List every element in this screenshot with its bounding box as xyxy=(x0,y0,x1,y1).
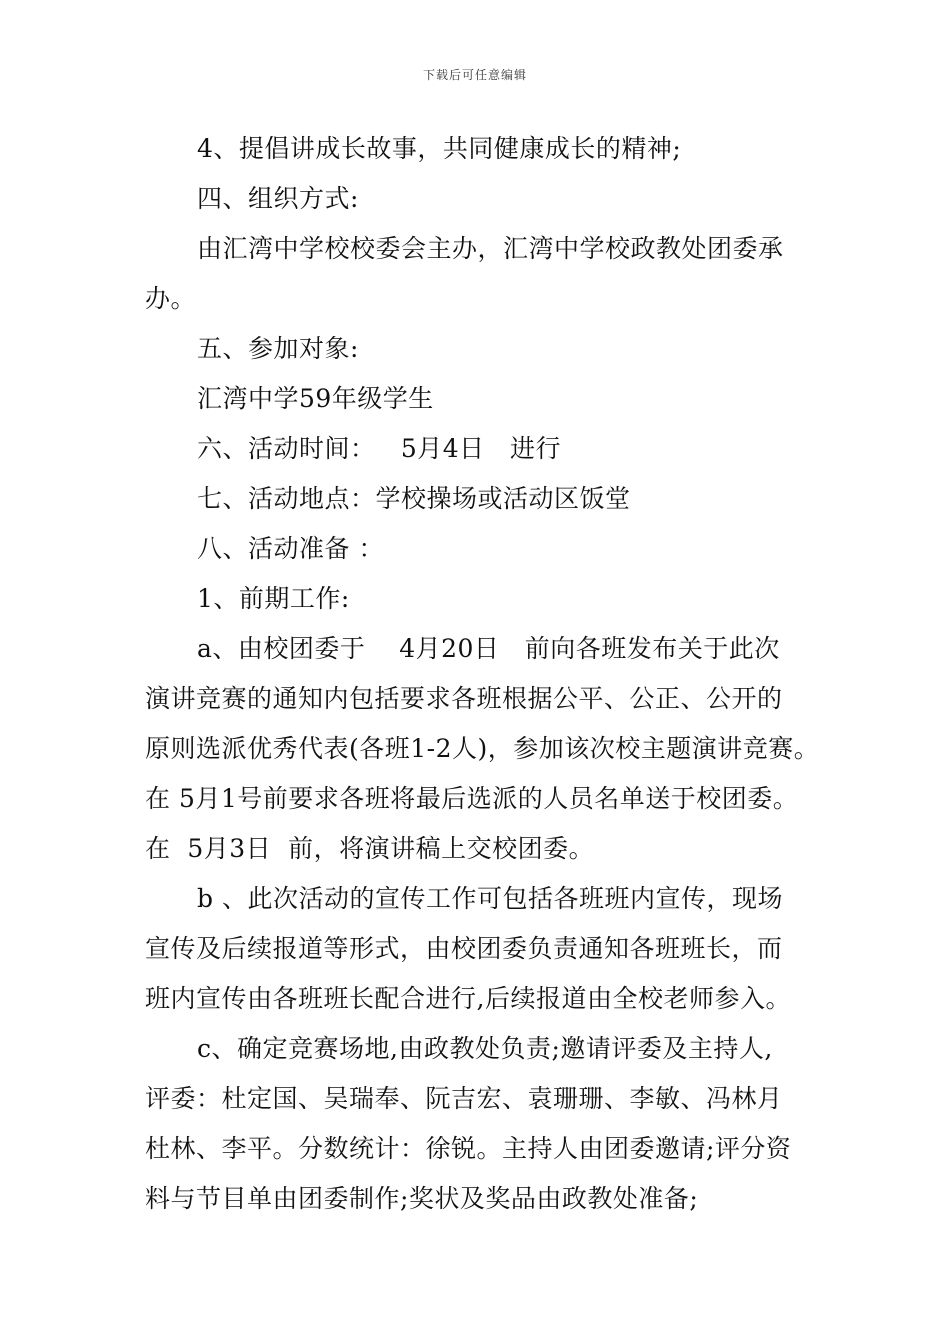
paragraph-line: 4、提倡讲成长故事，共同健康成长的精神; xyxy=(197,134,682,163)
section-heading: 六、活动时间： 5月4日 进行 xyxy=(197,434,561,463)
paragraph-line: 料与节目单由团委制作;奖状及奖品由政教处准备; xyxy=(145,1184,699,1213)
paragraph-line: a、由校团委于 4月20日 前向各班发布关于此次 xyxy=(197,634,780,663)
section-heading: 五、参加对象: xyxy=(197,334,359,363)
paragraph-line: 在 5月1号前要求各班将最后选派的人员名单送于校团委。 xyxy=(145,784,799,813)
section-heading: 八、活动准备 ： xyxy=(197,534,384,563)
paragraph-line: 宣传及后续报道等形式，由校团委负责通知各班班长，而 xyxy=(145,934,783,963)
paragraph-line: c、确定竞赛场地,由政教处负责;邀请评委及主持人, xyxy=(197,1034,773,1063)
document-body xyxy=(145,124,835,1224)
paragraph-line: b 、此次活动的宣传工作可包括各班班内宣传，现场 xyxy=(197,884,783,913)
section-heading: 四、组织方式: xyxy=(197,184,359,213)
paragraph-line: 由汇湾中学校校委会主办，汇湾中学校政教处团委承 xyxy=(197,234,784,263)
paragraph-line: 办。 xyxy=(145,284,197,313)
paragraph-line: 评委：杜定国、吴瑞奉、阮吉宏、袁珊珊、李敏、冯林月 xyxy=(145,1084,783,1113)
paragraph-line: 在 5月3日 前，将演讲稿上交校团委。 xyxy=(145,834,595,863)
page-header-note: 下载后可任意编辑 xyxy=(422,68,527,82)
paragraph-line: 班内宣传由各班班长配合进行,后续报道由全校老师参入。 xyxy=(145,984,791,1013)
section-heading: 七、活动地点：学校操场或活动区饭堂 xyxy=(197,484,631,513)
subsection-heading: 1、前期工作: xyxy=(197,584,350,613)
paragraph-line: 原则选派优秀代表(各班1-2人)，参加该次校主题演讲竞赛。 xyxy=(145,734,820,763)
paragraph-line: 杜林、李平。分数统计：徐锐。主持人由团委邀请;评分资 xyxy=(145,1134,792,1163)
paragraph-line: 演讲竞赛的通知内包括要求各班根据公平、公正、公开的 xyxy=(145,684,783,713)
paragraph-line: 汇湾中学59年级学生 xyxy=(197,384,434,413)
